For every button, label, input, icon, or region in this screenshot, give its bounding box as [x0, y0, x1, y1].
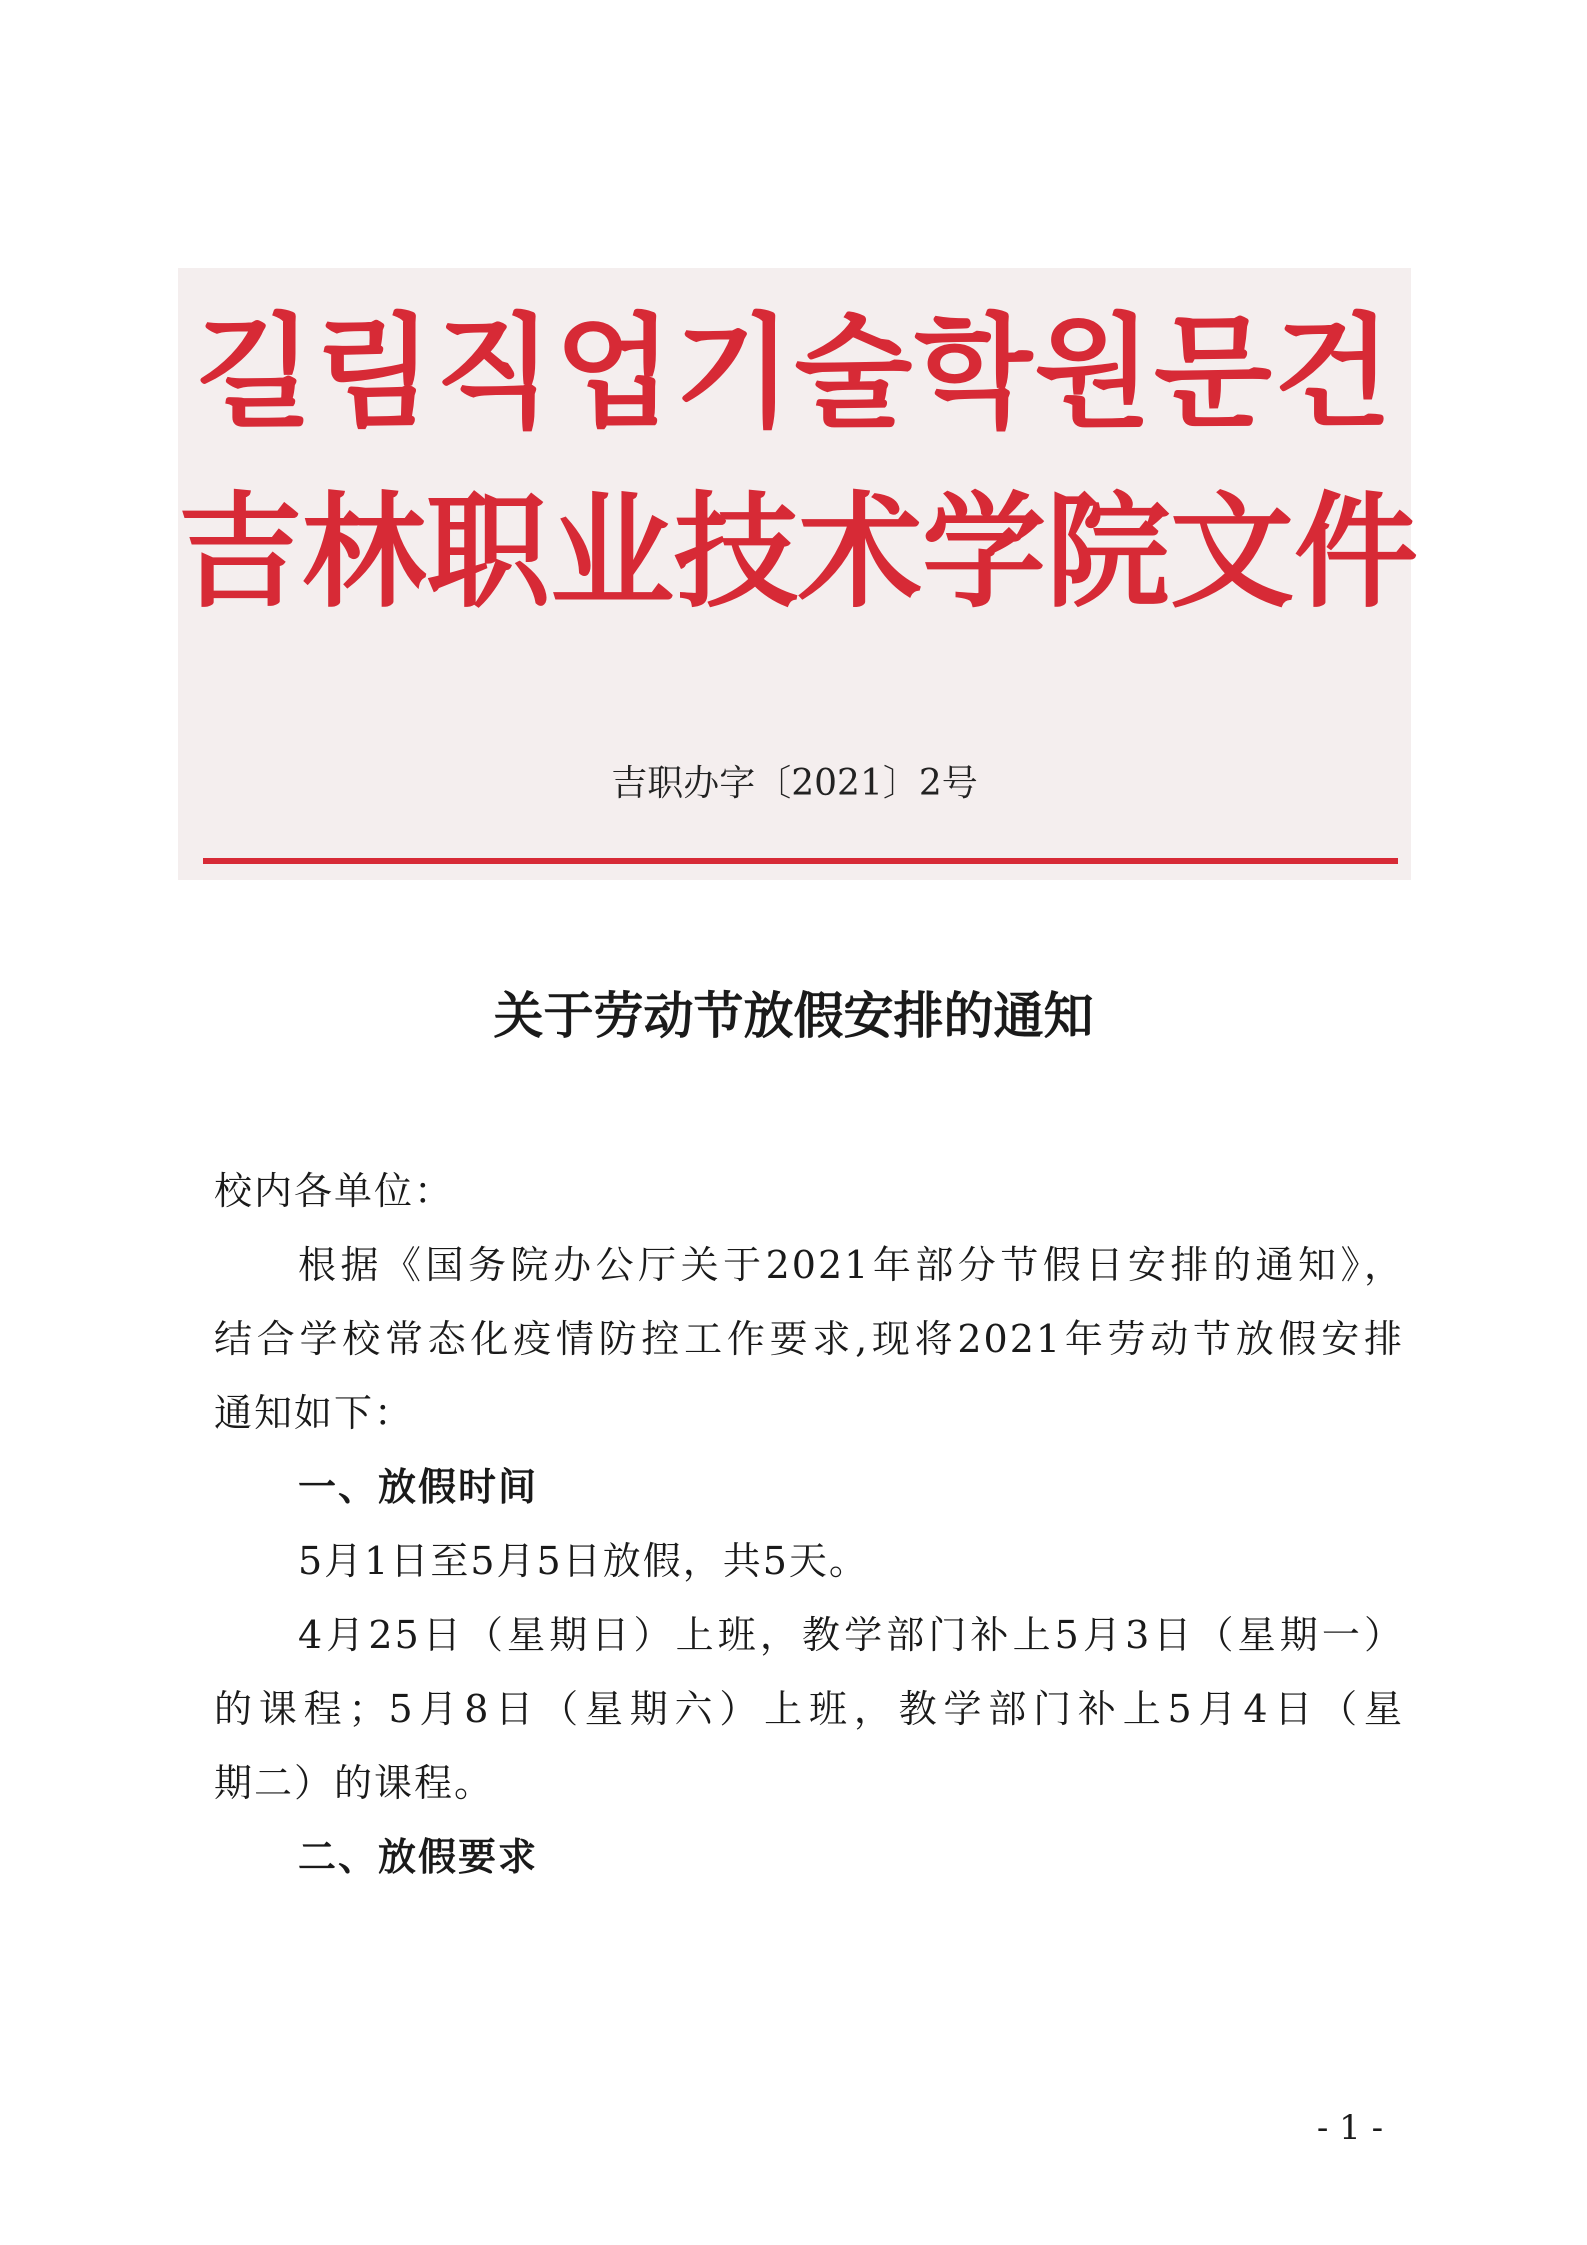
page-number: - 1 -: [1316, 2108, 1384, 2148]
makeup-line-3: 期二）的课程。: [214, 1761, 495, 1805]
document-number: 吉职办字〔2021〕2号: [611, 763, 978, 804]
notice-body: [214, 1154, 1404, 1894]
holiday-dates-line: 5月1日至5月5日放假，共5天。: [298, 1539, 869, 1583]
letterhead: [178, 268, 1419, 880]
intro-line-1: 根据《国务院办公厅关于2021年部分节假日安排的通知》，: [298, 1243, 1404, 1287]
makeup-line-1: 4月25日（星期日）上班，教学部门补上5月3日（星期一）: [298, 1613, 1404, 1657]
section-heading-holiday-time: 一、放假时间: [298, 1465, 539, 1509]
letterhead-red-divider: [203, 858, 1398, 864]
letterhead-korean-title: 길림직업기술학원문건: [195, 302, 1394, 444]
intro-line-2: 结合学校常态化疫情防控工作要求,现将2021年劳动节放假安排: [214, 1317, 1404, 1361]
makeup-line-2: 的课程；5月8日（星期六）上班，教学部门补上5月4日（星: [214, 1687, 1404, 1731]
notice-title: 关于劳动节放假安排的通知: [493, 986, 1094, 1045]
section-heading-holiday-requirements: 二、放假要求: [298, 1835, 539, 1879]
intro-line-3: 通知如下：: [214, 1391, 415, 1435]
letterhead-chinese-title: 吉林职业技术学院文件: [178, 481, 1419, 625]
salutation: 校内各单位：: [214, 1169, 455, 1213]
